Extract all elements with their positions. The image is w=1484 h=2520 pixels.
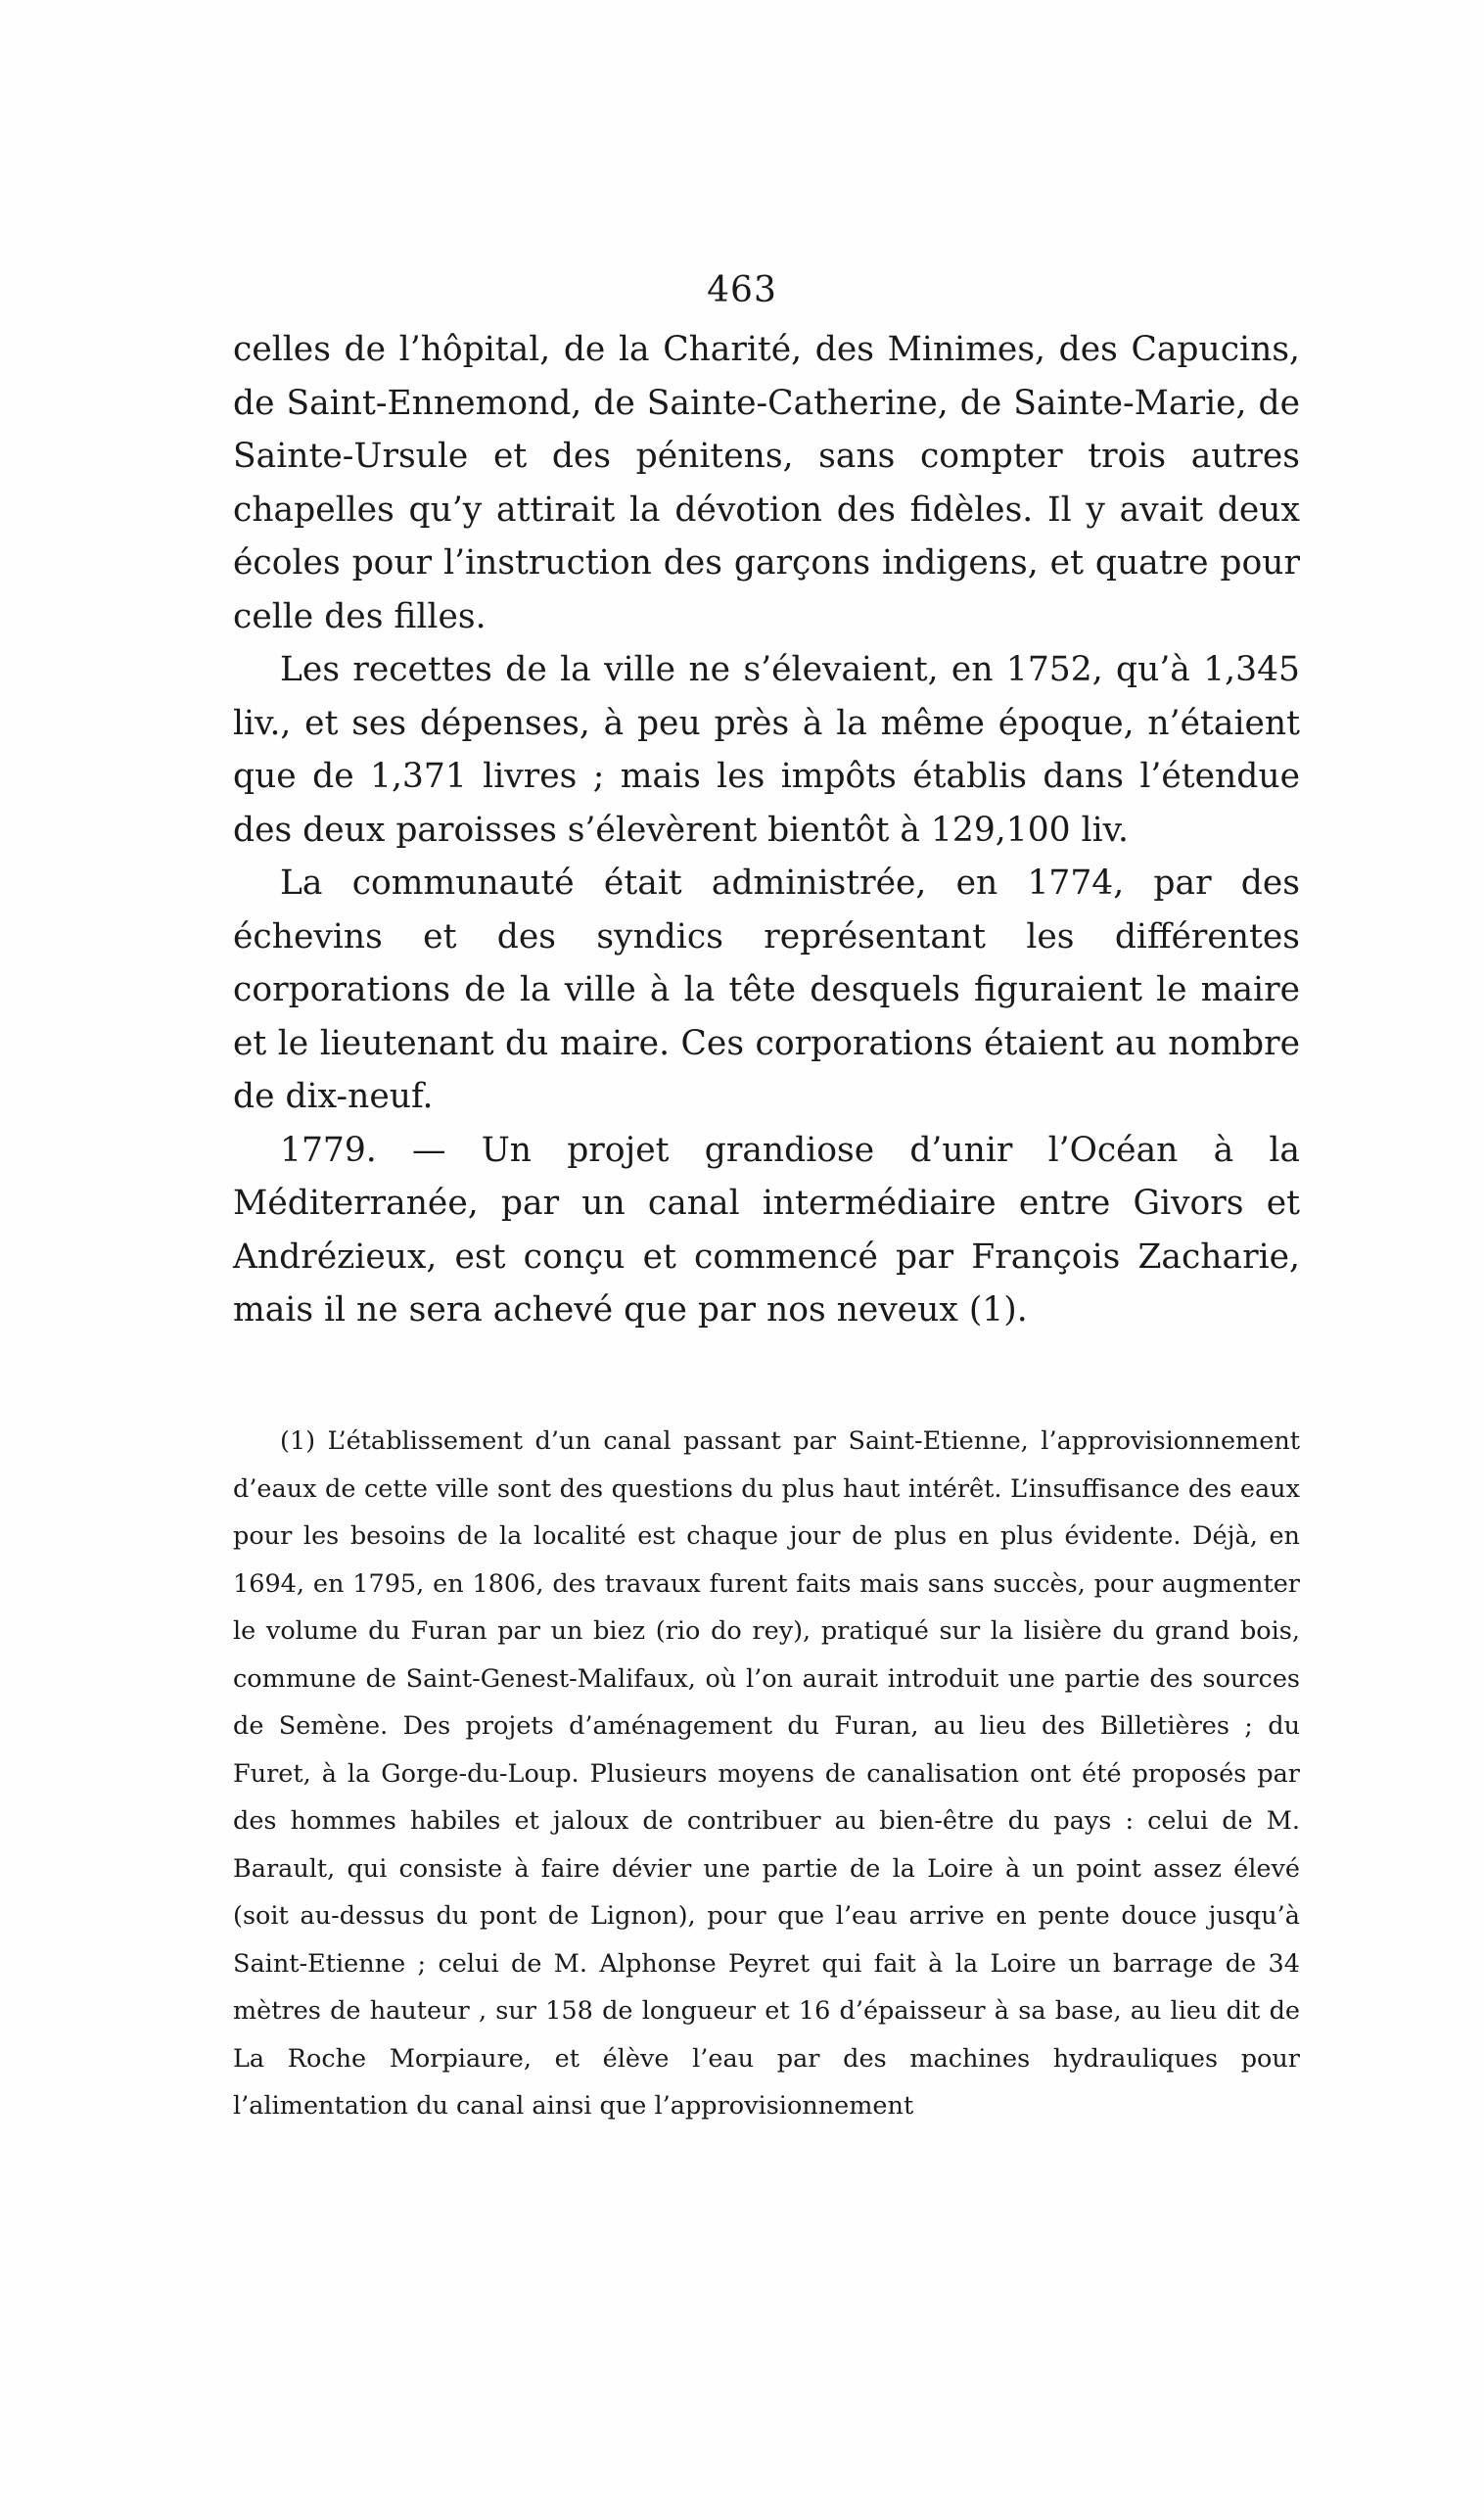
main-text [233, 323, 1300, 1337]
footnote: (1) L’établissement d’un canal passant par Saint-Etienne, l’approvisionnement d’eaux de cette ville sont des questions du plus haut intérêt. L’insuffisance des eaux pour les besoins de la localité est chaque jour de plus en plus évidente. Déjà, en 1694, en 1795, en 1806, des travaux furent faits mais sans succès, pour augmenter le volume du Furan par un biez (rio do rey), pratiqué sur la lisière du grand bois, commune de Saint-Genest-Malifaux, où l’on aurait introduit une partie des sources de Semène. Des projets d’aménagement du Furan, au lieu des Billetières ; du Furet, à la Gorge-du-Loup. Plusieurs moyens de canalisation ont été proposés par des hommes habiles et jaloux de contribuer au bien-être du pays : celui de M. Barault, qui consiste à faire dévier une partie de la Loire à un point assez élevé (soit au-dessus du pont de Lignon), pour que l’eau arrive en pente douce jusqu’à Saint-Etienne ; celui de M. Alphonse Peyret qui fait à la Loire un barrage de 34 mètres de hauteur , sur 158 de longueur et 16 d’épaisseur à sa base, au lieu dit de La Roche Morpiaure, et élève l’eau par des machines hydrauliques pour l’alimentation du canal ainsi que l’approvisionnement [233, 1426, 1300, 2121]
paragraph: La communauté était administrée, en 1774, par des échevins et des syndics représentant les différentes corporations de la ville à la tête desquels figuraient le maire et le lieutenant du maire. Ces corporations étaient au nombre de dix-neuf. [233, 863, 1300, 1116]
footnotes [233, 1418, 1300, 2130]
paragraph: Les recettes de la ville ne s’élevaient, en 1752, qu’à 1,345 liv., et ses dépenses, à peu près à la même époque, n’étaient que de 1,371 livres ; mais les impôts établis dans l’étendue des deux paroisses s’élevèrent bientôt à 129,100 liv. [233, 650, 1300, 850]
page-number: 463 [707, 270, 777, 310]
paragraph: celles de l’hôpital, de la Charité, des Minimes, des Capucins, de Saint-Ennemond, de Sainte-Catherine, de Sainte-Marie, de Sainte-Ursule et des pénitens, sans compter trois autres chapelles qu’y attirait la dévotion des fidèles. Il y avait deux écoles pour l’instruction des garçons indigens, et quatre pour celle des filles. [233, 330, 1300, 636]
paragraph: 1779. — Un projet grandiose d’unir l’Océan à la Méditerranée, par un canal intermédiaire entre Givors et Andrézieux, est conçu et commencé par François Zacharie, mais il ne sera achevé que par nos neveux (1). [233, 1130, 1300, 1330]
